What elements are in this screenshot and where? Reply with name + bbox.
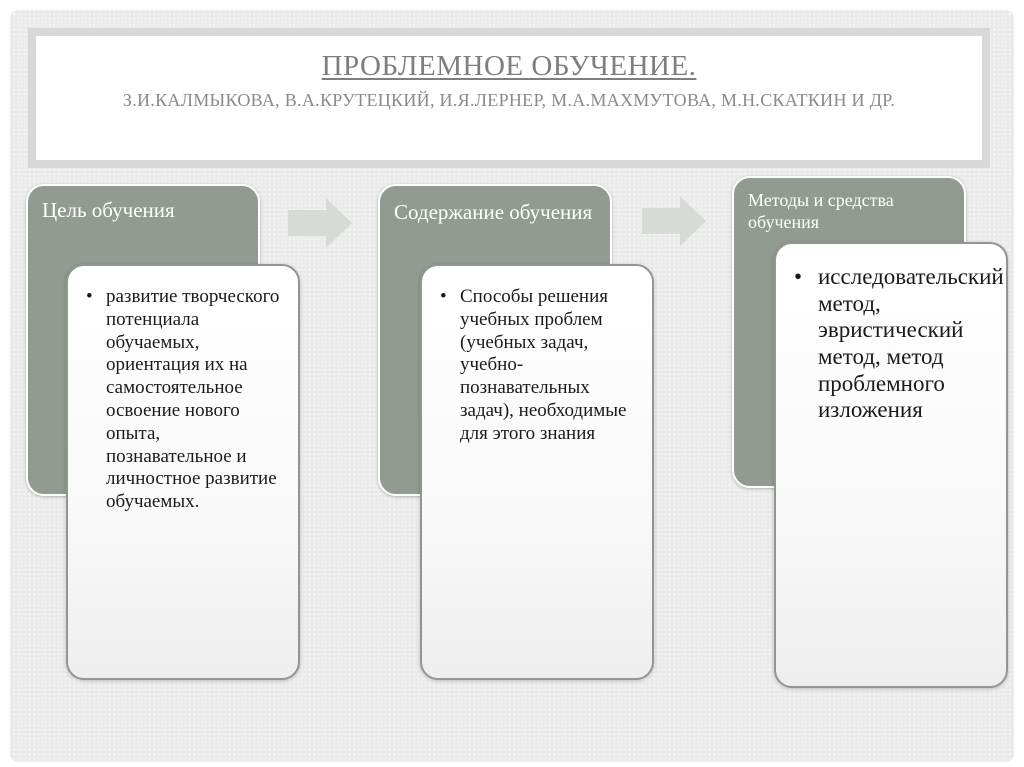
content-content-text: Способы решения учебных проблем (учебных задач, учебно-познавательных задач), необходимые для этого знания [460,286,627,444]
slide-subtitle-authors: З.И.КАЛМЫКОВА, В.А.КРУТЕЦКИЙ, И.Я.ЛЕРНЕР, М.А.МАХМУТОВА, М.Н.СКАТКИН И ДР. [122,90,896,110]
list-item [86,286,286,514]
content-goal-text: развитие творческого потенциала обучаемых, ориентация их на самостоятельное освоение нового опыта, познавательное и личностное развитие обучаемых. [106,286,280,513]
content-goal [66,264,300,680]
header-goal-label: Цель обучения [42,198,175,222]
header-content-label: Содержание обучения [394,200,593,224]
right-arrow-icon [288,198,352,248]
header-methods-label: Методы и средства обучения [748,190,894,232]
list-item [794,264,1004,424]
content-methods-text: исследовательский метод, эвристический метод, метод проблемного изложения [818,264,1004,423]
content-content [420,264,654,680]
list-item [440,286,640,446]
bullet-icon: • [440,286,447,307]
right-arrow-icon [642,196,706,246]
bullet-icon: • [794,264,803,289]
content-methods [774,242,1008,688]
slide-title: ПРОБЛЕМНОЕ ОБУЧЕНИЕ. [321,50,697,82]
title-frame [28,28,990,168]
title-panel [36,36,982,160]
bullet-icon: • [86,286,93,307]
